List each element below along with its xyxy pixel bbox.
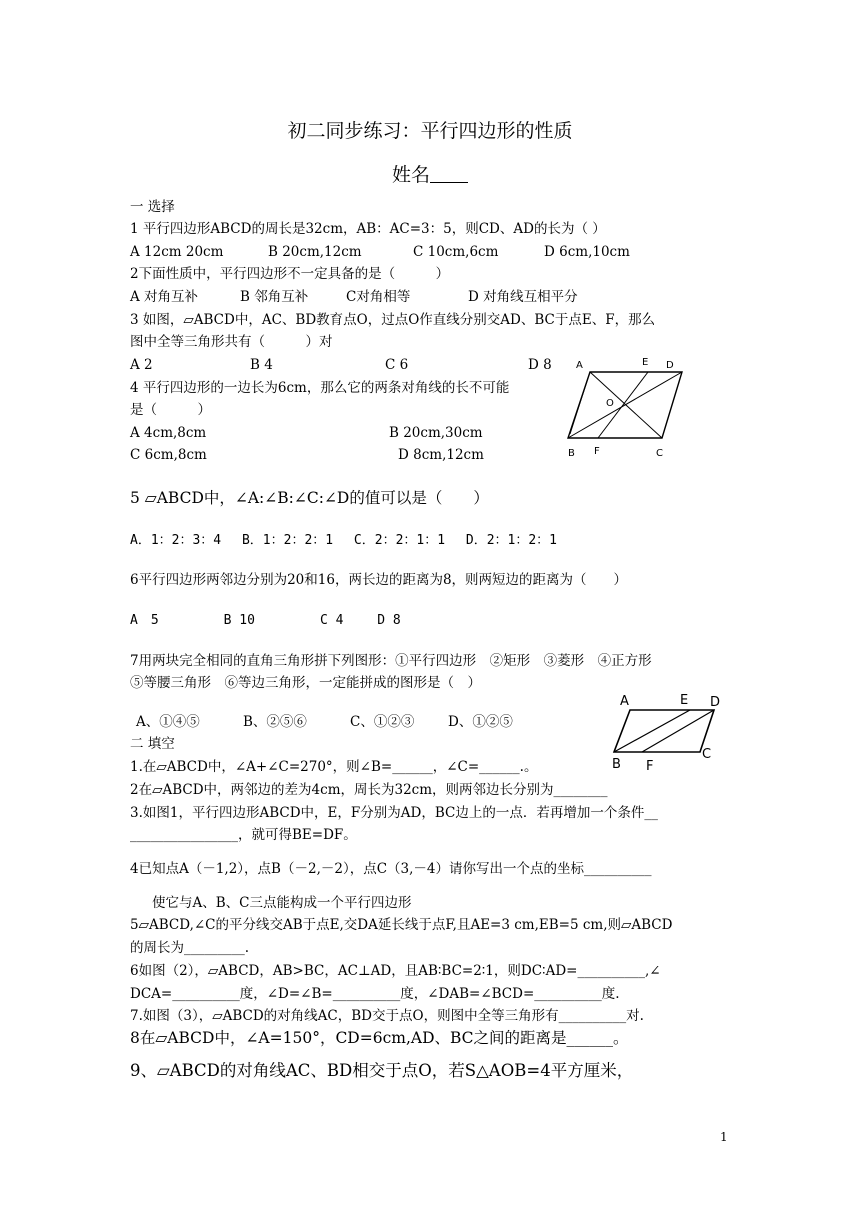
- page-title: 初二同步练习：平行四边形的性质: [287, 120, 573, 142]
- q7-text-line2: ⑤等腰三角形 ⑥等边三角形，一定能拼成的图形是（ ）: [130, 675, 481, 691]
- label2-f: F: [646, 759, 654, 774]
- label2-a: A: [620, 694, 629, 709]
- label-o: O: [606, 398, 614, 409]
- q1-option-c: C 10cm,6cm: [413, 244, 499, 260]
- q1-option-a: A 12cm 20cm: [130, 244, 224, 260]
- label2-d: D: [710, 695, 721, 710]
- f6-text-line1: 6如图（2），▱ABCD，AB>BC，AC⊥AD，且AB∶BC=2∶1，则DC∶AD=__________,∠: [130, 963, 661, 979]
- f7-text: 7.如图（3），▱ABCD的对角线AC，BD交于点O，则图中全等三角形有__________对.: [130, 1008, 644, 1024]
- q2-option-a: A 对角互补: [130, 289, 199, 305]
- f4-text-line1: 4已知点A（－1,2），点B（－2,－2），点C（3,－4）请你写出一个点的坐标__________: [130, 861, 652, 877]
- q5-text: 5 ▱ABCD中，∠A:∠B:∠C:∠D的值可以是（ ）: [130, 489, 489, 507]
- q7-text-line1: 7用两块完全相同的直角三角形拼下列图形：①平行四边形 ②矩形 ③菱形 ④正方形: [130, 653, 652, 669]
- f5-text-line1: 5▱ABCD,∠C的平分线交AB于点E,交DA延长线于点F,且AE=3 cm,EB=5 cm,则▱ABCD: [130, 917, 673, 933]
- f3-text-line1: 3.如图1，平行四边形ABCD中，E，F分别为AD，BC边上的一点．若再增加一个条件__: [130, 805, 658, 821]
- q3-text-line2: 图中全等三角形共有（ ）对: [130, 334, 333, 350]
- q4-text-line1: 4 平行四边形的一边长为6cm，那么它的两条对角线的长不可能: [130, 380, 510, 396]
- q6-text: 6平行四边形两邻边分别为20和16，两长边的距离为8，则两短边的距离为（ ）: [130, 572, 628, 588]
- name-label: 姓名: [391, 164, 430, 186]
- f6-text-line2: DCA=__________度，∠D=∠B=__________度，∠DAB=∠BCD=__________度.: [130, 986, 620, 1002]
- label2-e: E: [680, 693, 689, 708]
- q2-text: 2下面性质中，平行四边形不一定具备的是（ ）: [130, 266, 450, 282]
- label-e: E: [642, 357, 649, 368]
- q1-text: 1 平行四边形ABCD的周长是32cm，AB：AC=3：5，则CD、AD的长为（ ）: [130, 221, 606, 237]
- q3-option-a: A 2: [130, 357, 153, 373]
- q4-option-b: B 20cm,30cm: [389, 425, 483, 441]
- q3-option-d: D 8: [528, 357, 552, 373]
- label-c: C: [656, 448, 663, 459]
- f3-text-line2: ________________，就可得BE=DF。: [130, 827, 357, 843]
- section-choice-heading: 一 选择: [130, 199, 175, 215]
- edge-shadow: [570, 378, 588, 434]
- section-fill-heading: 二 填空: [130, 736, 175, 752]
- q4-text-line2: 是（ ）: [130, 402, 211, 418]
- f2-text: 2在▱ABCD中，两邻边的差为4cm，周长为32cm，则两邻边长分别为________: [130, 782, 608, 798]
- name-blank[interactable]: [430, 164, 468, 183]
- label-b: B: [568, 448, 575, 459]
- q4-option-a: A 4cm,8cm: [130, 425, 207, 441]
- q7-option-b: B、②⑤⑥: [243, 714, 307, 730]
- q7-option-d: D、①②⑤: [448, 714, 513, 730]
- q5-options: A．1：2：3：4 B．1：2：2：1 C．2：2：1：1 D．2：1：2：1: [130, 533, 558, 548]
- q3-option-b: B 4: [250, 357, 273, 373]
- f4-text-line2: 使它与A、B、C三点能构成一个平行四边形: [152, 895, 412, 911]
- page-number: 1: [720, 1130, 728, 1144]
- q6-options: A 5 B 10 C 4 D 8: [130, 613, 401, 628]
- q1-option-d: D 6cm,10cm: [544, 244, 630, 260]
- q3-option-c: C 6: [385, 357, 409, 373]
- q7-option-c: C、①②③: [350, 714, 415, 730]
- parallelogram-outline-2: [614, 710, 714, 752]
- q3-text-line1: 3 如图，▱ABCD中，AC、BD教育点O，过点O作直线分别交AD、BC于点E、F，那么: [130, 312, 656, 328]
- f1-text: 1.在▱ABCD中，∠A+∠C=270°，则∠B=______，∠C=______.。: [130, 759, 538, 775]
- q2-option-c: C对角相等: [346, 289, 411, 305]
- figure-parallelogram-1: [560, 350, 700, 465]
- label-f: F: [594, 446, 600, 457]
- q4-option-d: D 8cm,12cm: [398, 447, 484, 463]
- diagonal-ac: [590, 372, 662, 438]
- q7-option-a: A、①④⑤: [136, 714, 200, 730]
- label2-c: C: [702, 747, 712, 762]
- label2-b: B: [612, 757, 621, 772]
- figure-parallelogram-2: [606, 690, 731, 775]
- q4-option-c: C 6cm,8cm: [130, 447, 207, 463]
- f5-text-line2: 的周长为_________.: [130, 940, 250, 956]
- q1-option-b: B 20cm,12cm: [268, 244, 362, 260]
- f9-text: 9、▱ABCD的对角线AC、BD相交于点O，若S△AOB=4平方厘米，: [130, 1061, 634, 1080]
- label-d: D: [666, 360, 674, 371]
- q2-option-d: D 对角线互相平分: [468, 289, 578, 305]
- label-a: A: [576, 360, 583, 371]
- name-field: [0, 160, 860, 187]
- f8-text: 8在▱ABCD中，∠A=150°，CD=6cm,AD、BC之间的距离是______。: [130, 1029, 629, 1047]
- q2-option-b: B 邻角互补: [240, 289, 309, 305]
